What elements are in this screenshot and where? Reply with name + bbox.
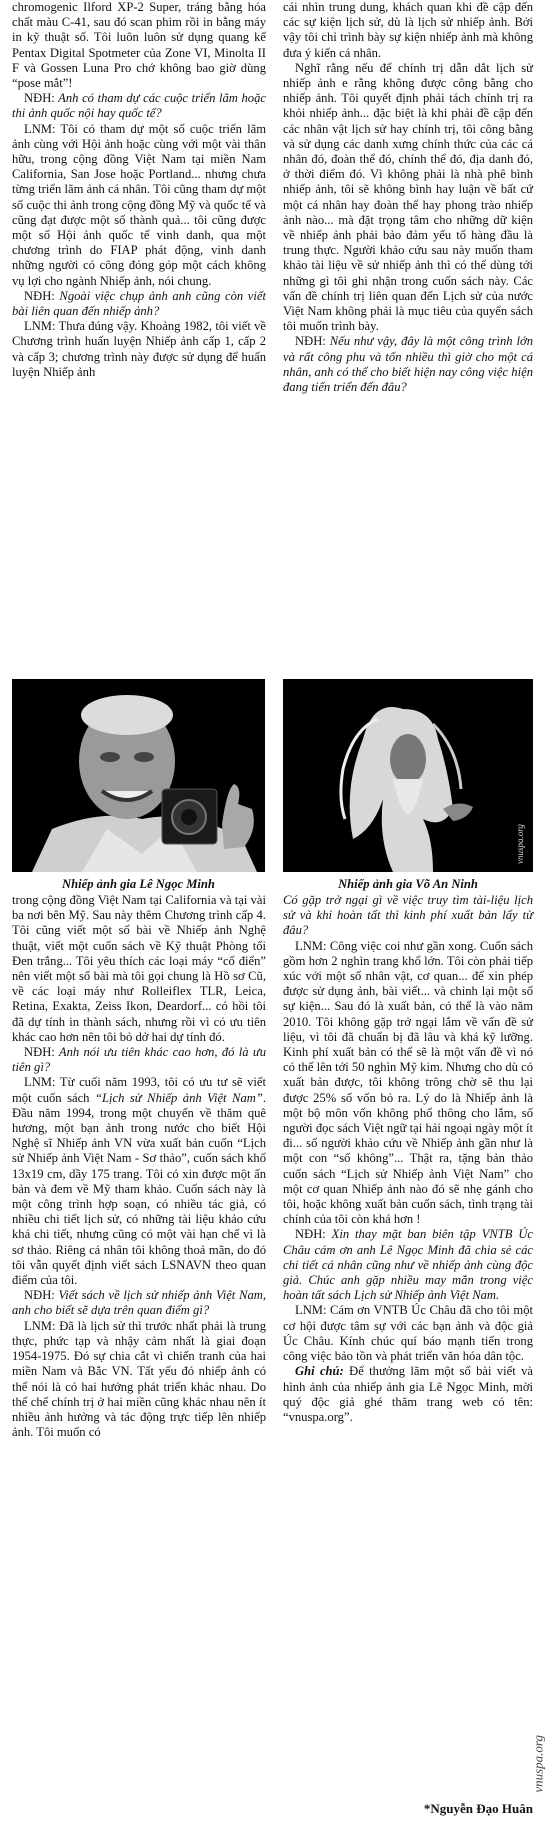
paragraph-text: Để thưởng lãm một số bài viết và hình ảnh của nhiếp ảnh gia Lê Ngọc Minh, mời quý độc giả ghé thăm trang web có tên: “vnuspa.org”.: [283, 1364, 533, 1424]
speaker-label: Ghi chú:: [295, 1364, 344, 1379]
speaker-label: NĐH:: [24, 1045, 55, 1060]
paragraph: [12, 1045, 266, 1075]
paragraph-text: “Lịch sử Nhiếp ảnh Việt Nam”: [95, 1090, 263, 1105]
paragraph: [12, 319, 266, 380]
paragraph-text: Viết sách về lịch sử nhiếp ảnh Việt Nam, anh cho biết sẽ dựa trên quan điểm gì?: [12, 1288, 266, 1318]
paragraph: [12, 1319, 266, 1441]
photo-vo-an-ninh: [283, 679, 533, 872]
speaker-label: NĐH:: [24, 288, 55, 303]
speaker-label: LNM:: [24, 121, 56, 136]
paragraph: [12, 91, 266, 121]
paragraph-text: Có gặp trở ngại gì về việc truy tìm tài-liệu lịch sử và khi hoàn tất thì kinh phí xuất bản lấy từ đâu?: [283, 893, 533, 938]
paragraph: [283, 1227, 533, 1303]
paragraph-text: . Đầu năm 1994, trong một chuyến về thăm quê hương, một bạn ảnh trong nước cho biết Hội Nghệ sĩ Nhiếp ảnh VN vừa xuất bản cuốn “Lịch sử Nhiếp ảnh Việt Nam - Sơ thảo”, cuốn sách khổ 13x19 cm, dầy 175 trang. Tôi có xin được một ấn bản và đem về Mỹ tham khảo. Cuốn sách này là một công trình hợp soạn, có nhiều tác giả, có nhiều chi tiết lịch sử, có những tài liệu khảo cứu khá chi tiết, nhưng cũng có một vài hạn chế vì là sơ thảo. Riêng cá nhân tôi không thoả mãn, do đó tôi vẫn quyết định viết sách LSNAVN theo quan điểm của tôi.: [12, 1090, 266, 1288]
speaker-label: NĐH:: [295, 1227, 326, 1242]
paragraph-text: Công việc coi như gần xong. Cuốn sách gồm hơn 2 nghìn trang khổ lớn. Tôi còn phải tiếp xúc với một số nhân vật, cơ quan... để xin phép được sử dụng ảnh, bài viết... và chỉnh lại một số sự kiện... Sau đó là xuất bản, có thể là vào năm 2010. Tôi không gặp trở ngại lắm về vấn đề sử liệu, vì tôi đã chuẩn bị đã lâu và khá kỹ lưỡng. Kinh phí xuất bản có thể sẽ là một vấn đề vì nó có thể lên tới 50 nghìn Mỹ kim. Nhưng cho dù có xuất bản được, tôi không trông chờ sẽ thu lại được 25% số vốn bỏ ra. Lý do là Nhiếp ảnh là một bộ môn vốn không phổ thông cho lắm, số người đọc sách Việt ngữ tại hải ngoại ngày một ít đi... số người khảo cứu về Nhiếp ảnh gần như là một con “số không”... Thật ra, tặng bản thảo cuốn sách “Lịch sử Nhiếp ảnh Việt Nam” cho một cơ quan Nhiếp ảnh nào đó sẽ nhẹ gánh cho tôi, hoặc không xuất bản cuốn sách, tình trạng tài chính của tôi còn khá hơn !: [283, 938, 533, 1227]
paragraph-text: Đã là lịch sử thì trước nhất phải là trung thực, phức tạp và nhậy cảm nhất là giai đoạn 1954-1975. Đó sự chia cắt vì chiến tranh của hai miền Nam và Bắc VN. Tất yếu đó nhiếp ảnh có thể nói là có hai hướng phát triển khác nhau. Do thể chế chính trị ở hai miền cũng khác nhau nên ít nhiều ảnh hưởng và tác động trực tiếp lên nhiếp ảnh. Tôi muốn có: [12, 1318, 266, 1440]
column-left-bottom: [12, 893, 266, 1440]
paragraph: [283, 1303, 533, 1364]
author-signature: *Nguyễn Đạo Huân: [423, 1801, 533, 1816]
paragraph-text: Anh có tham dự các cuộc triển lãm hoặc thi ảnh quốc nội hay quốc tế?: [12, 91, 266, 121]
paragraph: [283, 334, 533, 395]
paragraph-text: chromogenic Ilford XP-2 Super, tráng bằng hóa chất màu C-41, sau đó scan phim rồi in bằng máy in kỹ thuật số. Tôi luôn luôn sử dụng quang kế Pentax Digital Spotmeter của Zone VI, Minolta II F và Gossen Luna Pro chớ không bao giờ dùng “pose mắt”!: [12, 0, 266, 91]
paragraph-text: Thưa đúng vậy. Khoảng 1982, tôi viết về Chương trình huấn luyện Nhiếp ảnh cấp 1, cấp 2 và cấp 3; chương trình này được sử dụng để huấn luyện Nhiếp ảnh: [12, 319, 266, 379]
paragraph-text: trong cộng đồng Việt Nam tại California và tại vài ba nơi bên Mỹ. Sau này thêm Chương trình cấp 4. Tôi cũng viết một số bài về Nhiếp ảnh Nghệ thuật, viết một cuốn sách về Kỹ thuật Phòng tối Đen trắng... Tôi yêu thích các loại máy “cổ điển” nên viết một số bài mà tôi gọi chung là Hồ sơ Cũ, về các loại máy như Rolleiflex TLR, Leica, Retina, Exakta, Zeiss Ikon, Deardorf... có hồi tôi đã dự tính in thành sách, nhưng rồi vì có ưu tiên khác cao hơn nên tôi bỏ dở hai dự tính đó.: [12, 893, 266, 1044]
paragraph: [12, 1075, 266, 1288]
speaker-label: NĐH:: [295, 334, 326, 349]
paragraph: [12, 893, 266, 1045]
speaker-label: LNM:: [24, 1075, 56, 1090]
speaker-label: NĐH:: [24, 91, 55, 106]
paragraph-text: Cám ơn VNTB Úc Châu đã cho tôi một cơ hội được tâm sự với các bạn ảnh và độc giả Úc Châu. Kính chúc quí báo mạnh tiến trong công việc bảo tồn và phát triển văn hóa dân tộc.: [283, 1303, 533, 1364]
paragraph-text: Nghĩ rằng nếu để chính trị dẫn dắt lịch sử nhiếp ảnh e rằng không được công bằng cho nhiếp ảnh. Tôi quyết định phải tách chính trị ra khỏi nhiếp ảnh... đặc biệt là khi phải đề cập đến các nhân vật lịch sử hay chính trị, tôi công bằng và sử dụng các danh xưng chính thức của các cá nhân đó, đoàn thể đó, chính thể đó, địa danh đó, ở thời điểm đó. Vì không phải là nhà phê bình nhiếp ảnh, tôi sẽ không bình hay luận về bất cứ một cá nhân hay đoàn thể hay phong trào nhiếp ảnh nào... mà đặt trọng tâm cho những dữ kiện về nhiếp ảnh phải bảo đảm yếu tố hàng đầu là trung thực. Người khảo cứu sau này muốn tham khảo tài liệu về sử nhiếp ảnh thì có thể dùng tới những gì tôi ghi nhận trong cuốn sách này. Các vấn đề chính trị liên quan đến Lịch sử của nước Việt Nam không phải là mục tiêu của quyển sách tôi muốn trình bày.: [283, 60, 533, 334]
paragraph: [12, 122, 266, 289]
speaker-label: LNM:: [295, 1303, 327, 1318]
paragraph: [283, 1364, 533, 1425]
speaker-label: LNM:: [24, 1318, 56, 1333]
column-right-top: [283, 0, 533, 395]
photo-le-ngoc-minh: [12, 679, 265, 872]
speaker-label: LNM:: [24, 319, 56, 334]
caption-right: Nhiếp ảnh gia Võ An Ninh: [338, 877, 478, 891]
paragraph-text: Xin thay mặt ban biên tập VNTB Úc Châu cám ơn anh Lê Ngọc Minh đã chia sẻ các chi tiết cá nhân cũng như về nhiếp ảnh cùng độc giả. Chúc anh gặp nhiều may mắn trong việc hoàn tất sách Lịch sử Nhiếp ảnh Việt Nam.: [283, 1227, 533, 1303]
paragraph: [12, 289, 266, 319]
paragraph: [283, 0, 533, 61]
paragraph: [12, 1288, 266, 1318]
column-right-bottom: [283, 893, 533, 1425]
page-watermark: vnuspa.org: [531, 1735, 546, 1793]
speaker-label: NĐH:: [24, 1288, 55, 1303]
paragraph-text: cái nhìn trung dung, khách quan khi đề cập đến các sự kiện lịch sử, dù là lịch sử nhiếp ảnh. Bởi vậy tôi chỉ trình bày sự kiện nhiếp ảnh mà không đưa ý kiến cá nhân.: [283, 0, 533, 60]
portrait-man-with-camera-image: [12, 679, 265, 872]
paragraph-text: Nếu như vậy, đây là một công trình lớn và rất công phu và tốn nhiều thì giờ cho một cá nhân, anh có thể cho biết hiện nay công việc hiện đang tiến triển đến đâu?: [283, 334, 533, 395]
paragraph-text: Từ cuối năm 1993, tôi có ưu tư sẽ viết một cuốn sách: [12, 1075, 266, 1105]
portrait-elderly-man-image: [283, 679, 533, 872]
paragraph-text: Anh nói ưu tiên khác cao hơn, đó là ưu tiên gì?: [12, 1045, 266, 1075]
paragraph: [283, 939, 533, 1228]
photo-watermark: vnuspa.org: [515, 824, 525, 864]
paragraph: [283, 61, 533, 335]
column-left-top: [12, 0, 266, 380]
caption-left: Nhiếp ảnh gia Lê Ngọc Minh: [62, 877, 215, 891]
paragraph-text: Tôi có tham dự một số cuộc triển lãm ảnh cùng với Hội ảnh hoặc cùng với một vài thân hữu, trong cộng đồng Việt Nam tại miền Nam California, San Jose hoặc Portland... nhưng chưa từng triển lãm ảnh cá nhân. Tôi cũng tham dự một số cuộc thi ảnh trong cộng đồng Mỹ và quốc tế và cũng đạt được một số thành quả... tôi cũng được một số Hội ảnh quốc tế vinh danh, qua một chương trình do FIAP phát động, vinh danh những người có công đóng góp một cách không vụ lợi cho ngành Nhiếp ảnh, nói chung.: [12, 121, 266, 288]
speaker-label: LNM:: [295, 938, 327, 953]
paragraph: [283, 893, 533, 939]
paragraph-text: Ngoài việc chụp ảnh anh cũng còn viết bài liên quan đến nhiếp ảnh?: [12, 288, 266, 319]
paragraph: [12, 0, 266, 91]
